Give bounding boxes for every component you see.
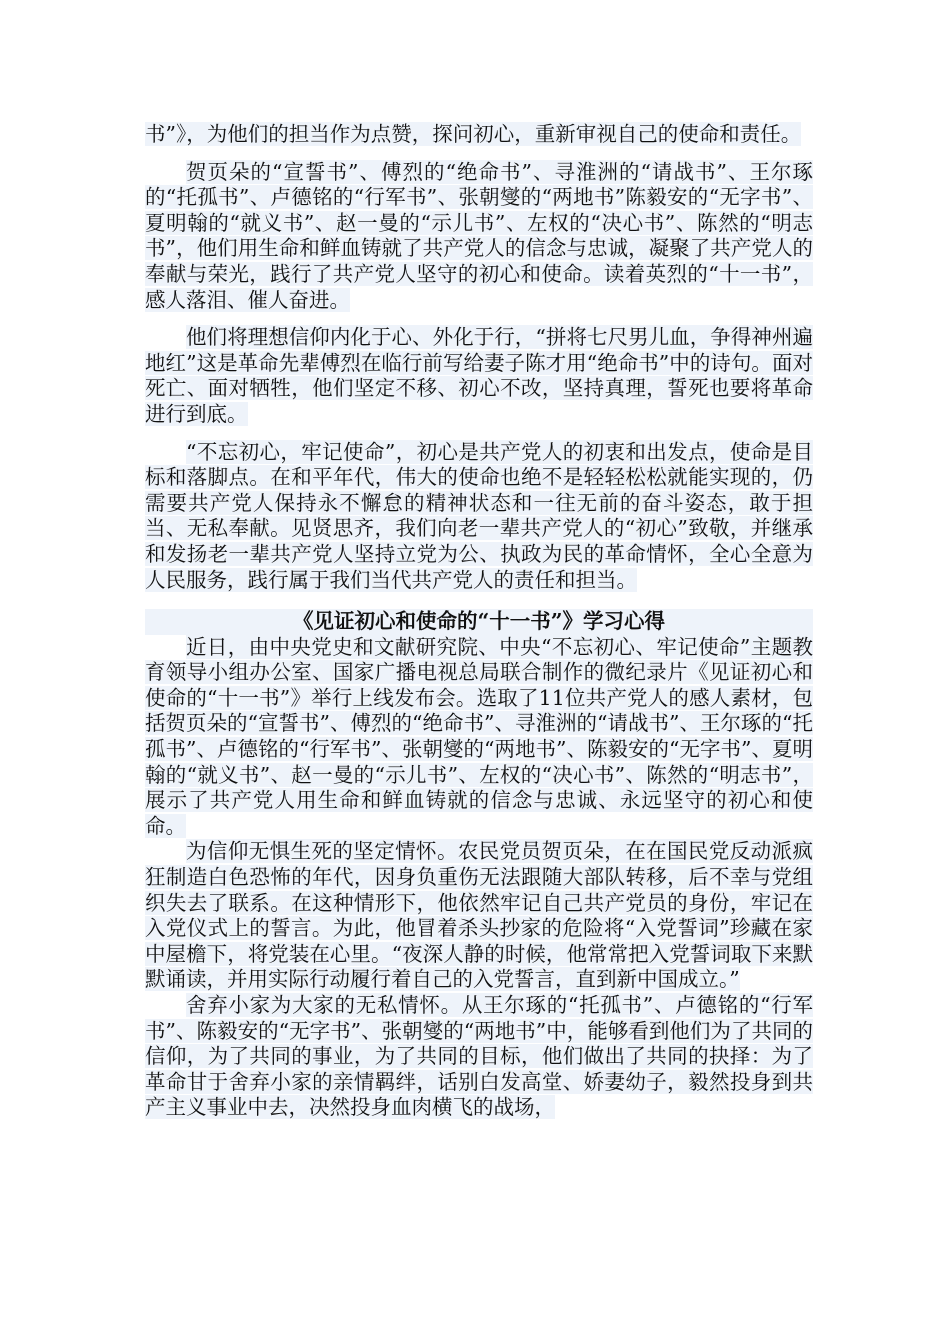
paragraph-mission (145, 440, 813, 594)
paragraph-eleven-letters (145, 160, 813, 314)
paragraph-ideals (145, 325, 813, 427)
paragraph-text: 他们将理想信仰内化于心、外化于行，“拼将七尺男儿血，争得神州遍地红”这是革命先辈傅烈在临行前写给妻子陈才用“绝命书”中的诗句。面对死亡、面对牺牲，他们坚定不移、初心不改，坚持真理，誓死也要将革命进行到底。 (145, 325, 813, 426)
document-body (145, 122, 813, 1121)
paragraph-text: 书”》，为他们的担当作为点赞，探问初心，重新审视自己的使命和责任。 (145, 122, 802, 146)
paragraph-text: “不忘初心，牢记使命”，初心是共产党人的初衷和出发点，使命是目标和落脚点。在和平年代，伟大的使命也绝不是轻轻松松就能实现的，仍需要共产党人保持永不懈怠的精神状态和一往无前的奋斗姿态，敢于担当、无私奉献。见贤思齐，我们向老一辈共产党人的“初心”致敬，并继承和发扬老一辈共产党人坚持立党为公、执政为民的革命情怀，全心全意为人民服务，践行属于我们当代共产党人的责任和担当。 (145, 439, 813, 592)
paragraph-text: 为信仰无惧生死的坚定情怀。农民党员贺页朵，在在国民党反动派疯狂制造白色恐怖的年代，因身负重伤无法跟随大部队转移，后不幸与党组织失去了联系。在这种情形下，他依然牢记自己共产党员的身份，牢记在入党仪式上的誓言。为此，他冒着杀头抄家的危险将“入党誓词”珍藏在家中屋檐下，将党装在心里。“夜深人静的时候，他常常把入党誓词取下来默默诵读，并用实际行动履行着自己的入党誓言，直到新中国成立。” (145, 839, 813, 992)
paragraph-continuation (145, 122, 813, 148)
paragraph-intro (145, 635, 813, 840)
paragraph-text: 近日，由中央党史和文献研究院、中央“不忘初心、牢记使命”主题教育领导小组办公室、国家广播电视总局联合制作的微纪录片《见证初心和使命的“十一书”》举行上线发布会。选取了11位共产党人的感人素材，包括贺页朵的“宣誓书”、傅烈的“绝命书”、寻淮洲的“请战书”、王尔琢的“托孤书”、卢德铭的“行军书”、张朝燮的“两地书”、陈毅安的“无字书”、夏明翰的“就义书”、赵一曼的“示儿书”、左权的“决心书”、陈然的“明志书”，展示了共产党人用生命和鲜血铸就的信念与忠诚、永远坚守的初心和使命。 (145, 634, 813, 838)
paragraph-text: 舍弃小家为大家的无私情怀。从王尔琢的“托孤书”、卢德铭的“行军书”、陈毅安的“无字书”、张朝燮的“两地书”中，能够看到他们为了共同的信仰，为了共同的事业，为了共同的目标，他们做出了共同的抉择：为了革命甘于舍弃小家的亲情羁绊，话别白发高堂、娇妻幼子，毅然投身到共产主义事业中去，决然投身血肉横飞的战场， (145, 993, 813, 1120)
paragraph-text: 贺页朵的“宣誓书”、傅烈的“绝命书”、寻淮洲的“请战书”、王尔琢的“托孤书”、卢德铭的“行军书”、张朝燮的“两地书”陈毅安的“无字书”、夏明翰的“就义书”、赵一曼的“示儿书”、左权的“决心书”、陈然的“明志书”，他们用生命和鲜血铸就了共产党人的信念与忠诚，凝聚了共产党人的奉献与荣光，践行了共产党人坚守的初心和使命。读着英烈的“十一书”，感人落泪、催人奋进。 (145, 159, 813, 312)
paragraph-sacrifice (145, 993, 813, 1121)
section-title: 《见证初心和使命的“十一书”》学习心得 (145, 609, 813, 635)
paragraph-faith (145, 839, 813, 993)
